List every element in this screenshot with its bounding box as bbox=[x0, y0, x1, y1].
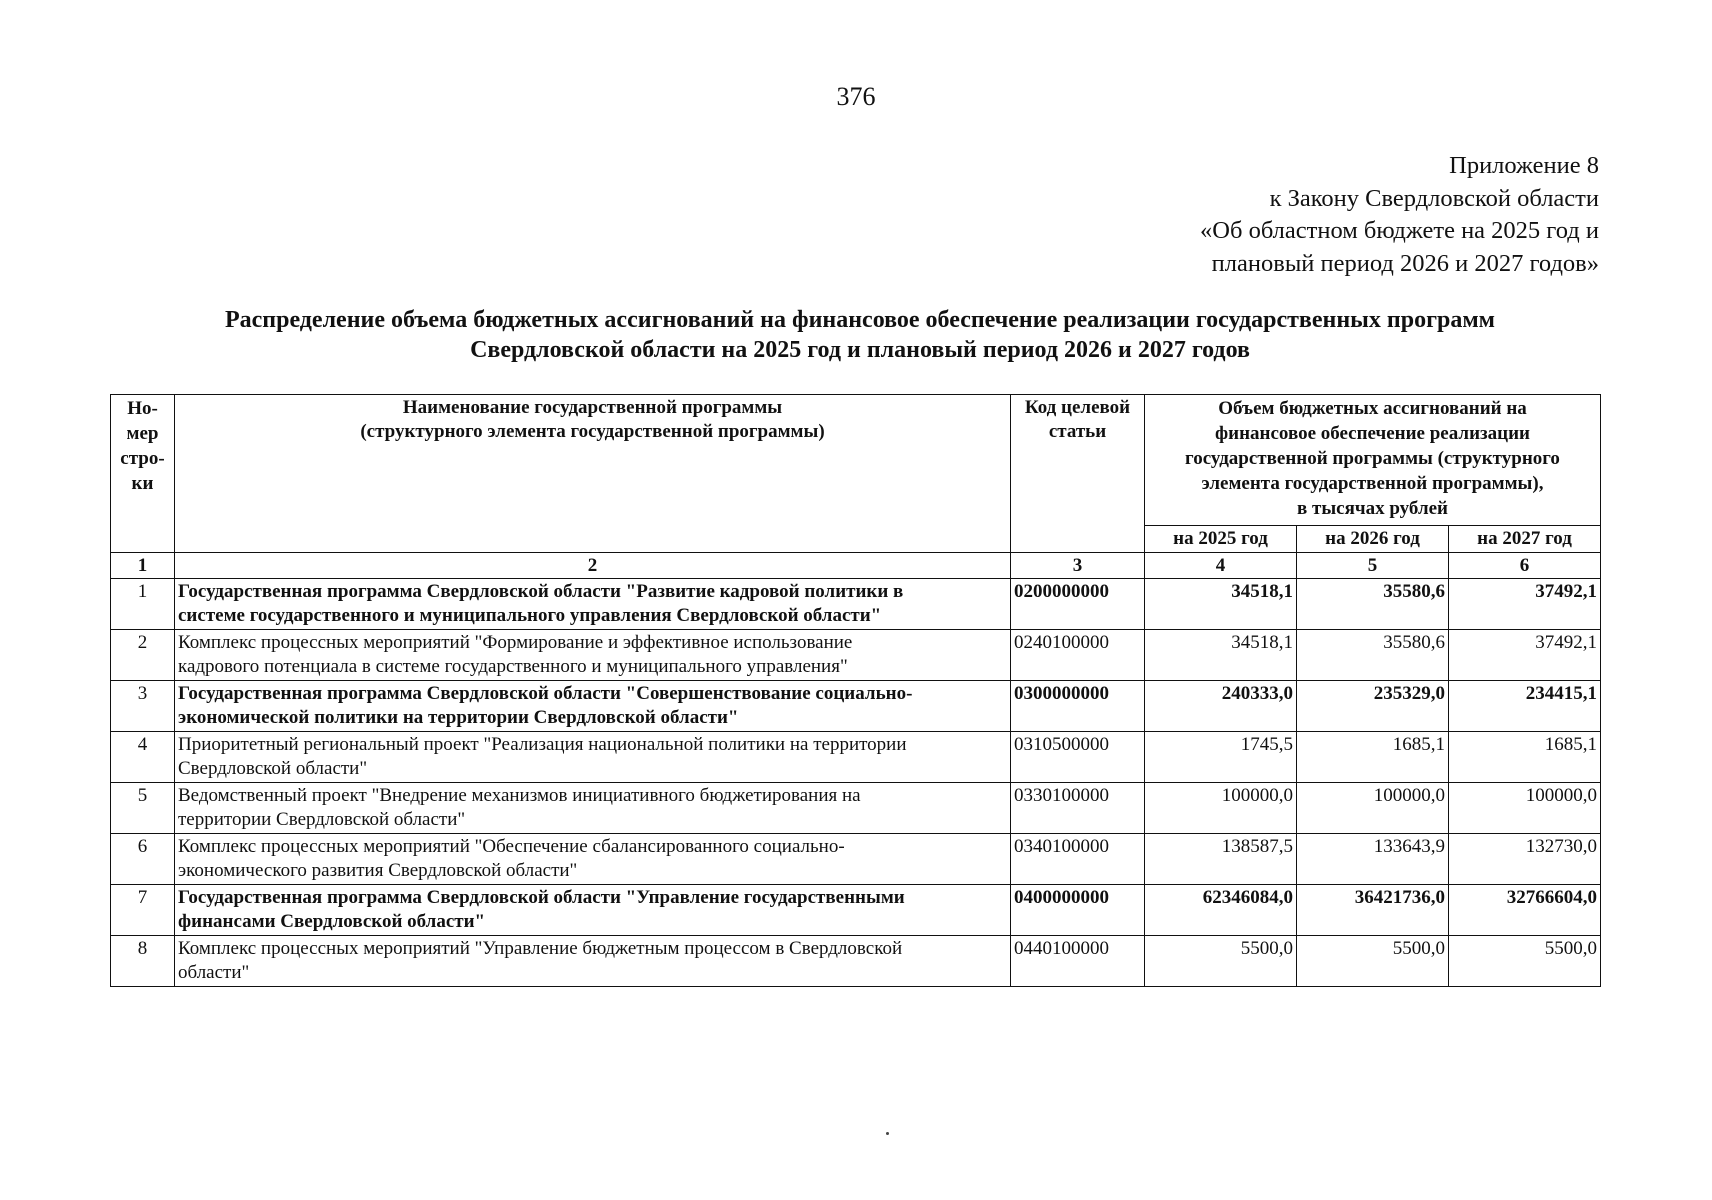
title-line: Свердловской области на 2025 год и плановый период 2026 и 2027 годов bbox=[470, 337, 1250, 363]
column-index: 3 bbox=[1011, 553, 1145, 579]
appendix-note bbox=[1200, 150, 1599, 280]
table-row bbox=[111, 783, 1601, 834]
scan-speck bbox=[886, 1132, 889, 1135]
program-name-line: кадрового потенциала в системе государственного и муниципального управления" bbox=[178, 656, 848, 677]
value-2025-cell: 1745,5 bbox=[1145, 732, 1297, 783]
program-name-cell bbox=[175, 732, 1011, 783]
row-number-cell: 4 bbox=[111, 732, 175, 783]
target-code-cell: 0310500000 bbox=[1011, 732, 1145, 783]
header-line: Объем бюджетных ассигнований на bbox=[1218, 398, 1527, 419]
value-2025-cell: 240333,0 bbox=[1145, 681, 1297, 732]
value-2027-cell: 32766604,0 bbox=[1449, 885, 1601, 936]
value-2027-cell: 234415,1 bbox=[1449, 681, 1601, 732]
header-line: Наименование государственной программы bbox=[402, 397, 783, 418]
title-line: Распределение объема бюджетных ассигнований на финансовое обеспечение реализации государственных программ bbox=[224, 307, 1496, 333]
value-2027-cell: 37492,1 bbox=[1449, 579, 1601, 630]
target-code-cell: 0400000000 bbox=[1011, 885, 1145, 936]
value-2025-cell: 34518,1 bbox=[1145, 579, 1297, 630]
column-index: 5 bbox=[1297, 553, 1449, 579]
value-2026-cell: 5500,0 bbox=[1297, 936, 1449, 987]
header-row bbox=[111, 395, 1601, 526]
value-2025-cell: 34518,1 bbox=[1145, 630, 1297, 681]
table-row bbox=[111, 630, 1601, 681]
program-name-cell bbox=[175, 681, 1011, 732]
column-index: 1 bbox=[111, 553, 175, 579]
program-name-line: Государственная программа Свердловской области "Управление государственными bbox=[178, 887, 905, 908]
appendix-line: к Закону Свердловской области bbox=[1269, 184, 1599, 212]
appendix-line: Приложение 8 bbox=[1449, 152, 1599, 179]
row-number-cell: 6 bbox=[111, 834, 175, 885]
program-name-line: экономической политики на территории Свердловской области" bbox=[178, 707, 739, 728]
value-2027-cell: 1685,1 bbox=[1449, 732, 1601, 783]
header-line: Код целевой bbox=[1024, 397, 1131, 418]
program-name-line: Государственная программа Свердловской области "Совершенствование социально- bbox=[178, 683, 913, 704]
table-row bbox=[111, 885, 1601, 936]
target-code-cell: 0240100000 bbox=[1011, 630, 1145, 681]
header-line: элемента государственной программы), bbox=[1201, 473, 1544, 494]
header-year-2025: на 2025 год bbox=[1145, 526, 1297, 553]
program-name-line: Государственная программа Свердловской области "Развитие кадровой политики в bbox=[178, 581, 904, 602]
program-name-line: экономического развития Свердловской области" bbox=[178, 860, 578, 881]
program-name-line: области" bbox=[178, 962, 250, 983]
value-2027-cell: 37492,1 bbox=[1449, 630, 1601, 681]
program-name-cell bbox=[175, 885, 1011, 936]
row-number-cell: 5 bbox=[111, 783, 175, 834]
program-name-line: Комплекс процессных мероприятий "Обеспечение сбалансированного социально- bbox=[178, 836, 845, 857]
program-name-cell bbox=[175, 783, 1011, 834]
value-2026-cell: 100000,0 bbox=[1297, 783, 1449, 834]
value-2026-cell: 36421736,0 bbox=[1297, 885, 1449, 936]
page-number: 376 bbox=[836, 82, 876, 111]
value-2026-cell: 35580,6 bbox=[1297, 579, 1449, 630]
appendix-line: «Об областном бюджете на 2025 год и bbox=[1200, 217, 1599, 244]
value-2025-cell: 5500,0 bbox=[1145, 936, 1297, 987]
table-row bbox=[111, 579, 1601, 630]
budget-table bbox=[110, 394, 1601, 987]
program-name-cell bbox=[175, 834, 1011, 885]
header-budget-volume bbox=[1145, 395, 1601, 526]
table-body bbox=[111, 579, 1601, 987]
target-code-cell: 0440100000 bbox=[1011, 936, 1145, 987]
target-code-cell: 0340100000 bbox=[1011, 834, 1145, 885]
row-number-cell: 8 bbox=[111, 936, 175, 987]
value-2025-cell: 62346084,0 bbox=[1145, 885, 1297, 936]
program-name-cell bbox=[175, 579, 1011, 630]
program-name-line: системе государственного и муниципального управления Свердловской области" bbox=[178, 605, 882, 626]
value-2026-cell: 35580,6 bbox=[1297, 630, 1449, 681]
value-2026-cell: 235329,0 bbox=[1297, 681, 1449, 732]
row-number-cell: 1 bbox=[111, 579, 175, 630]
header-year-2027: на 2027 год bbox=[1449, 526, 1601, 553]
header-line: ки bbox=[131, 473, 154, 494]
value-2025-cell: 100000,0 bbox=[1145, 783, 1297, 834]
header-line: финансовое обеспечение реализации bbox=[1215, 423, 1530, 444]
header-target-code bbox=[1011, 395, 1145, 553]
target-code-cell: 0300000000 bbox=[1011, 681, 1145, 732]
table-row bbox=[111, 834, 1601, 885]
program-name-line: Приоритетный региональный проект "Реализация национальной политики на территории bbox=[178, 734, 907, 755]
column-index: 2 bbox=[175, 553, 1011, 579]
value-2027-cell: 5500,0 bbox=[1449, 936, 1601, 987]
value-2027-cell: 132730,0 bbox=[1449, 834, 1601, 885]
value-2026-cell: 133643,9 bbox=[1297, 834, 1449, 885]
column-index: 4 bbox=[1145, 553, 1297, 579]
header-line: стро- bbox=[120, 448, 165, 469]
program-name-cell bbox=[175, 630, 1011, 681]
header-year-2026: на 2026 год bbox=[1297, 526, 1449, 553]
header-line: мер bbox=[126, 423, 159, 444]
row-number-cell: 7 bbox=[111, 885, 175, 936]
table-row bbox=[111, 936, 1601, 987]
value-2027-cell: 100000,0 bbox=[1449, 783, 1601, 834]
header-line: статьи bbox=[1048, 421, 1107, 442]
header-line: в тысячах рублей bbox=[1297, 498, 1448, 519]
target-code-cell: 0330100000 bbox=[1011, 783, 1145, 834]
program-name-line: Комплекс процессных мероприятий "Формирование и эффективное использование bbox=[178, 632, 853, 653]
row-number-cell: 3 bbox=[111, 681, 175, 732]
program-name-line: Комплекс процессных мероприятий "Управление бюджетным процессом в Свердловской bbox=[178, 938, 903, 959]
column-index-row bbox=[111, 553, 1601, 579]
value-2025-cell: 138587,5 bbox=[1145, 834, 1297, 885]
program-name-line: финансами Свердловской области" bbox=[178, 911, 486, 932]
value-2026-cell: 1685,1 bbox=[1297, 732, 1449, 783]
program-name-line: Ведомственный проект "Внедрение механизмов инициативного бюджетирования на bbox=[178, 785, 861, 806]
appendix-line: плановый период 2026 и 2027 годов» bbox=[1211, 249, 1599, 277]
column-index: 6 bbox=[1449, 553, 1601, 579]
table-row bbox=[111, 732, 1601, 783]
target-code-cell: 0200000000 bbox=[1011, 579, 1145, 630]
header-line: государственной программы (структурного bbox=[1185, 448, 1560, 469]
document-title bbox=[120, 305, 1600, 365]
header-line: (структурного элемента государственной программы) bbox=[360, 421, 825, 442]
header-program-name bbox=[175, 395, 1011, 553]
table-row bbox=[111, 681, 1601, 732]
program-name-line: Свердловской области" bbox=[178, 758, 368, 779]
header-row-number bbox=[111, 395, 175, 553]
row-number-cell: 2 bbox=[111, 630, 175, 681]
header-line: Но- bbox=[127, 398, 158, 419]
program-name-cell bbox=[175, 936, 1011, 987]
program-name-line: территории Свердловской области" bbox=[178, 809, 466, 830]
